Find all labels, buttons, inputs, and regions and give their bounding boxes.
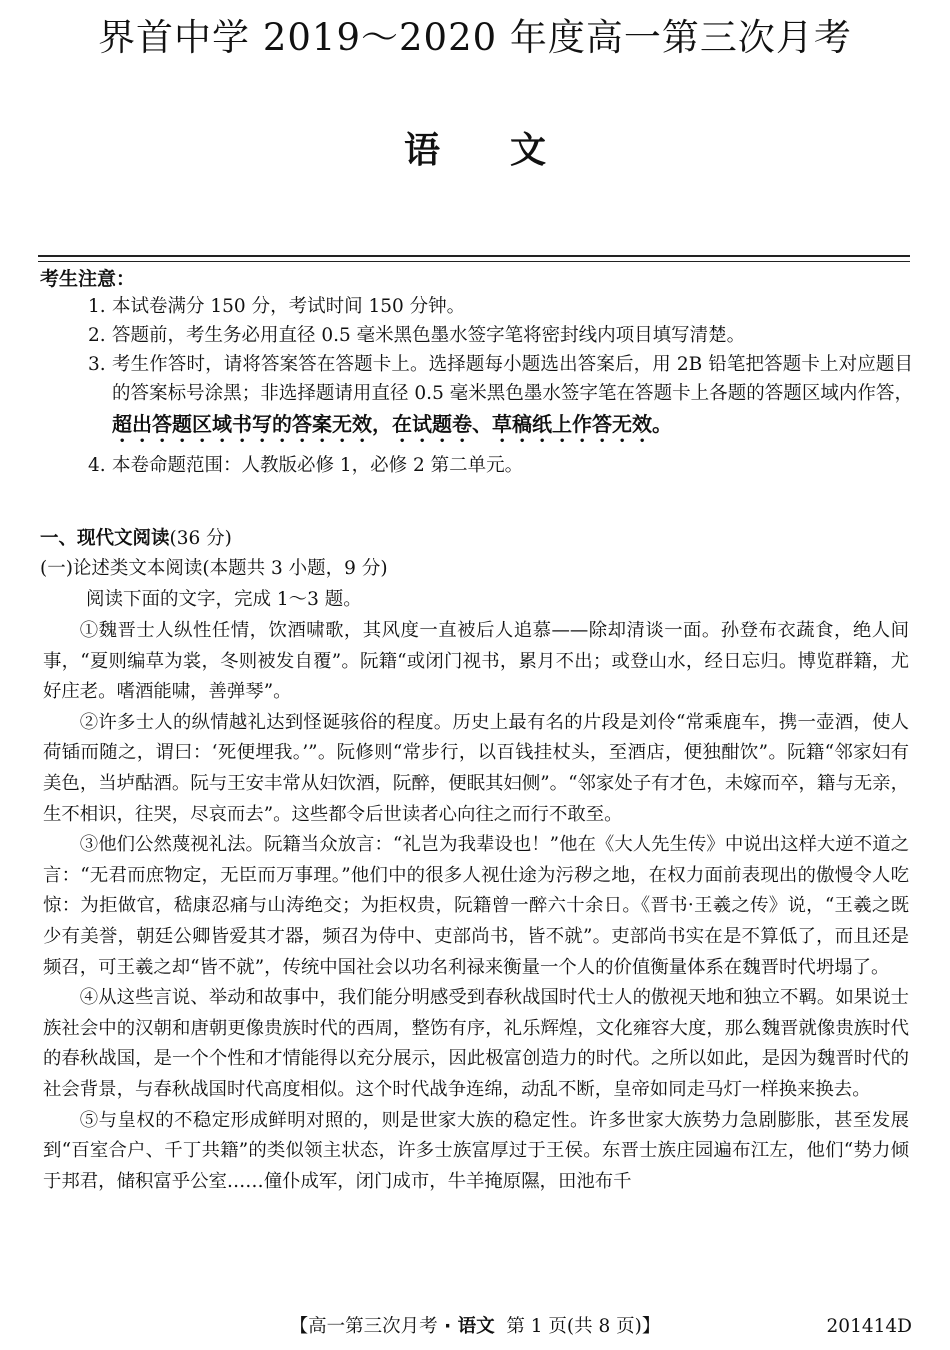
notice-list [88,292,913,480]
notice-item [88,321,913,350]
section-heading [40,524,232,554]
page-footer [0,1314,950,1340]
footer-page-number: 第 1 页(共 8 页) [506,1316,642,1337]
footer-bracket-open: 【 [289,1316,309,1337]
notice-number: 4. [88,455,106,476]
passage-paragraph: ②许多士人的纵情越礼达到怪诞骇俗的程度。历史上最有名的片段是刘伶“常乘鹿车，携一壶酒，使人荷锸而随之，谓曰：‘死便埋我。’”。阮修则“常步行，以百钱挂杖头，至酒店，便独酣饮”。阮籍“邻家妇有美色，当垆酤酒。阮与王安丰常从妇饮酒，阮醉，便眠其妇侧”。“邻家处子有才色，未嫁而卒，籍与无亲，生不相识，往哭，尽哀而去”。这些都令后世读者心向往之而行不敢至。 [43,711,909,825]
passage-paragraph: ⑤与皇权的不稳定形成鲜明对照的，则是世家大族的稳定性。许多世家大族势力急剧膨胀，甚至发展到“百室合户、千丁共籍”的类似领主状态，许多士族富厚过于王侯。东晋士族庄园遍布江左，他们“势力倾于邦君，储积富乎公室……僮仆成军，闭门成市，牛羊掩原隰，田池布千 [43,1109,909,1192]
footer-subject: 语文 [457,1316,495,1337]
notice-number: 1. [88,296,106,317]
reading-instruction: 阅读下面的文字，完成 1～3 题。 [86,589,362,610]
emphasized-warning: 超出答题区域书写的答案无效，在试题卷、草稿纸上作答无效。 [112,412,672,436]
exam-title: 界首中学 2019～2020 年度高一第三次月考 [98,16,852,59]
passage-paragraph: ④从这些言说、举动和故事中，我们能分明感受到春秋战国时代士人的傲视天地和独立不羁。如果说士族社会中的汉朝和唐朝更像贵族时代的西周，整饬有序，礼乐辉煌，文化雍容大度，那么魏晋就像贵族时代的春秋战国，是一个个性和才情能得以充分展示，因此极富创造力的时代。之所以如此，是因为魏晋时代的社会背景，与春秋战国时代高度相似。这个时代战争连绵，动乱不断，皇帝如同走马灯一样换来换去。 [43,987,909,1100]
notice-text: 答题前，考生务必用直径 0.5 毫米黑色墨水签字笔将密封线内项目填写清楚。 [112,325,746,346]
notice-text: 本卷命题范围：人教版必修 1，必修 2 第二单元。 [112,455,524,476]
notice-text-part: 考生作答时，请将答案答在答题卡上。选择题每小题选出答案后，用 2B 铅笔把答题卡上对应题目的答案标号涂黑；非选择题请用直径 0.5 毫米黑色墨水签字笔在答题卡上各题的答题区域内作答， [112,354,913,404]
section-score: (36 分) [169,528,232,549]
notice-number: 3. [88,354,106,375]
notice-item [88,451,913,480]
notice-item [88,350,913,447]
notice-number: 2. [88,325,106,346]
passage-paragraph: ①魏晋士人纵性任情，饮酒啸歌，其风度一直被后人追慕——除却清谈一面。孙登布衣蔬食，绝人间事，“夏则编草为裳，冬则被发自覆”。阮籍“或闭门视书，累月不出；或登山水，经日忘归。博览群籍，尤好庄老。嗜酒能啸，善弹琴”。 [43,620,909,703]
footer-bracket-close: 】 [641,1316,661,1337]
passage-paragraph: ③他们公然蔑视礼法。阮籍当众放言：“礼岂为我辈设也！”他在《大人先生传》中说出这样大逆不道之言：“无君而庶物定，无臣而万事理。”他们中的很多人视仕途为污秽之地，在权力面前表现出的傲慢令人吃惊：为拒做官，嵇康忍痛与山涛绝交；为拒权贵，阮籍曾一醉六十余日。《晋书·王羲之传》说，“王羲之既少有美誉，朝廷公卿皆爱其才器，频召为侍中、吏部尚书，皆不就”。吏部尚书实在是不算低了，而且还是频召，可王羲之却“皆不就”，传统中国社会以功名利禄来衡量一个人的价值衡量体系在魏晋时代坍塌了。 [43,834,909,978]
notice-heading: 考生注意： [40,268,136,290]
section-title: 一、现代文阅读 [40,528,170,549]
sub-section-heading: (一)论述类文本阅读(本题共 3 小题，9 分) [40,558,388,579]
notice-text [112,350,913,447]
reading-passage [43,616,909,1197]
footer-exam: 高一第三次月考 [308,1316,438,1337]
paper-code: 201414D [826,1316,912,1337]
divider-thick [38,255,910,257]
notice-item [88,292,913,321]
subject-title: 语文 [403,129,616,171]
notice-text: 本试卷满分 150 分，考试时间 150 分钟。 [112,296,466,317]
divider-thin [38,261,910,262]
footer-dot: · [437,1316,458,1337]
